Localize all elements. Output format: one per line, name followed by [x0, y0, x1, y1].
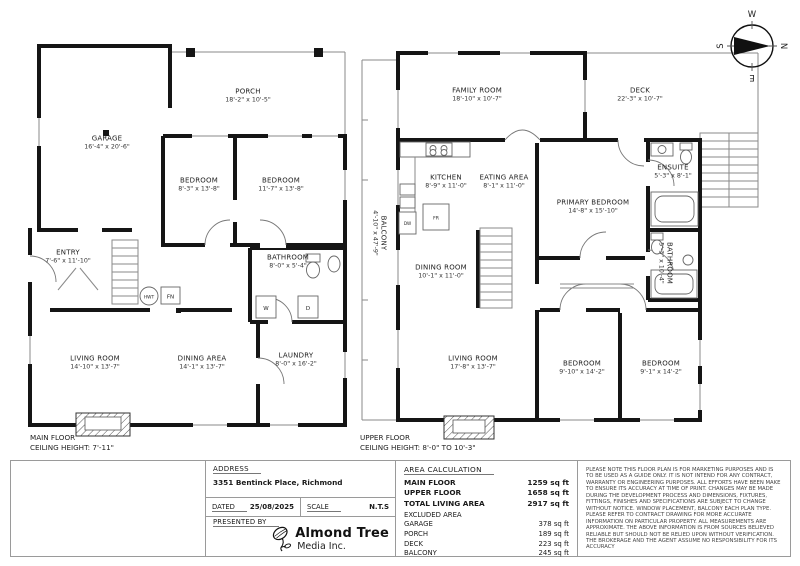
room-dims: 14'-10" x 13'-7" [70, 363, 120, 371]
room-dims: 9'-1" x 14'-2" [640, 368, 682, 376]
room-label-ensuite [654, 164, 692, 181]
room-name: BEDROOM [642, 359, 680, 368]
closet-doors-icon [560, 284, 634, 288]
room-name: ENSUITE [657, 163, 689, 172]
room-name: PRIMARY BEDROOM [556, 198, 630, 207]
fridge-label: FR [433, 216, 439, 222]
presented-by-row [206, 515, 395, 556]
room-dims: 9'-10" x 14'-2" [559, 368, 605, 376]
info-panel [10, 460, 791, 557]
compass-e: E [749, 72, 755, 82]
floor-title: UPPER FLOOR [360, 433, 410, 442]
washer-label: W [263, 306, 269, 312]
room-dims: 14'-1" x 13'-7" [179, 363, 225, 371]
area-row: MAIN FLOOR 1259 sq ft [404, 478, 569, 487]
compass-w: W [747, 10, 757, 20]
compass [716, 10, 788, 82]
room-label-laundry [275, 352, 317, 369]
room-name: FAMILY ROOM [452, 86, 502, 95]
room-name: BEDROOM [180, 176, 218, 185]
dated-half [206, 498, 301, 516]
scale-label: SCALE [307, 503, 341, 512]
logo-sub: Media Inc. [297, 541, 346, 552]
room-dims: 8'-3" x 13'-8" [178, 185, 220, 193]
area-row: UPPER FLOOR 1658 sq ft [404, 487, 569, 497]
closet-doors-icon [58, 268, 98, 290]
ceiling-height: CEILING HEIGHT: 8'-0" TO 10'-3" [360, 442, 476, 452]
room-label-bedroom-d [640, 360, 682, 377]
main-floor-openings [27, 118, 348, 428]
area-row-total: TOTAL LIVING AREA 2917 sq ft [404, 499, 569, 509]
room-name: KITCHEN [430, 173, 462, 182]
room-dims: 18'-10" x 10'-7" [452, 95, 502, 103]
area-row: EXCLUDED AREA [404, 510, 462, 519]
room-name: GARAGE [91, 134, 123, 143]
address-value: 3351 Bentinck Place, Richmond [213, 478, 343, 487]
room-label-bathroom-upper [657, 242, 674, 284]
room-dims: 5'-3" x 10'-4" [657, 242, 665, 284]
room-label-living-main [70, 355, 120, 372]
compass-n: N [778, 42, 788, 50]
room-name: DECK [629, 86, 651, 95]
north-arrow-icon [734, 37, 770, 55]
room-name: ENTRY [56, 248, 80, 257]
room-name: LIVING ROOM [448, 354, 498, 363]
presented-by-label: PRESENTED BY [213, 518, 279, 527]
room-label-porch [225, 88, 271, 105]
post-icon [176, 308, 181, 313]
room-label-primary-bedroom [557, 199, 629, 216]
dishwasher-label: DW [403, 221, 412, 226]
room-label-dining-area [178, 355, 227, 372]
room-label-living-upper [448, 355, 498, 372]
ceiling-height: CEILING HEIGHT: 7'-11" [30, 442, 114, 452]
hwt-furnace-icons [140, 287, 180, 305]
room-dims: 8'-9" x 11'-0" [425, 182, 467, 190]
area-calculation-cell [396, 461, 578, 556]
empty-cell [11, 461, 206, 556]
room-name: LIVING ROOM [70, 354, 120, 363]
dated-scale-row [206, 497, 395, 517]
floor-title: MAIN FLOOR [30, 433, 76, 442]
upper-floor-caption [360, 433, 476, 452]
room-dims: 7'-6" x 11'-10" [45, 257, 91, 265]
scale-value: N.T.S [369, 503, 389, 511]
room-name: BALCONY [379, 215, 388, 251]
room-dims: 11'-7" x 13'-8" [258, 185, 304, 193]
ensuite-fixtures [651, 143, 698, 226]
scale-half [301, 498, 395, 516]
room-name: PORCH [235, 87, 261, 96]
room-label-kitchen [425, 174, 467, 191]
room-label-dining-room [415, 264, 467, 281]
room-dims: 4'-10" x 47'-9" [371, 210, 379, 256]
room-label-balcony [371, 210, 388, 256]
address-cell [206, 461, 396, 556]
address-label: ADDRESS [213, 465, 261, 474]
room-dims: 8'-0" x 5'-4" [269, 262, 307, 270]
room-dims: 17'-8" x 13'-7" [450, 363, 496, 371]
room-label-eating-area [480, 174, 529, 191]
room-name: DINING ROOM [415, 263, 467, 272]
room-name: BATHROOM [266, 253, 310, 262]
area-calculation-title: AREA CALCULATION [404, 465, 494, 475]
room-dims: 8'-0" x 16'-2" [275, 360, 317, 368]
stairs-icon [480, 228, 512, 308]
room-name: BATHROOM [665, 241, 674, 285]
disclaimer-text: PLEASE NOTE THIS FLOOR PLAN IS FOR MARKETING PURPOSES AND IS TO BE USED AS A GUIDE ONLY. IT IS NOT INTEND FOR ANY CONTRACT, WARRANTY OR ENGINEERING PURPOSES. ALL EFFORTS HAVE BEEN MAKE TO ENSURE ITS ACCURACY AT TIME OF PRINT. CHANGES MAY BE MADE DURING THE DEVELOPMENT PROCESS AND DIMENSIONS, FIXTURES, FITTINGS, FINISHES AND SPECIFICATIONS ARE SUBJECT TO CHANGE WITHOUT NOTICE. WINDOW PLACEMENT, BALCONY EACH PLAN TYPE. PLEASE REFER TO CONTRACT DRAWING FOR MORE ACCURATE INFORMATION ON PARTICULAR PROPERTY. ALL MEASUREMENTS ARE APPROXIMATE. THE ABOVE INFORMATION IS FROM SOURCES BELIEVED RELIABLE BUT SHOULD NOT BE RELIED UPON WITHOUT VERIFICATION. THE BROKERAGE AND THE AGENT ASSUME NO RESPONSIBILITY FOR ITS ACCURACY [586, 467, 781, 551]
room-name: BEDROOM [262, 176, 300, 185]
room-label-garage [84, 135, 130, 152]
room-name: LAUNDRY [278, 351, 314, 360]
dryer-label: D [305, 306, 311, 312]
room-dims: 22'-3" x 10'-7" [617, 95, 663, 103]
hwt-label: HWT [143, 295, 155, 301]
room-label-bedroom-a [178, 177, 220, 194]
area-row: BALCONY 245 sq ft [404, 549, 569, 558]
logo-text [295, 526, 389, 552]
dated-value: 25/08/2025 [249, 503, 294, 511]
dated-label: DATED [212, 503, 247, 512]
main-floor-plan [27, 44, 348, 436]
room-name: EATING AREA [479, 173, 529, 182]
room-label-bedroom-c [559, 360, 605, 377]
upper-floor-plan [362, 50, 758, 439]
logo-name: Almond Tree [295, 526, 389, 541]
room-dims: 5'-3" x 8'-1" [654, 172, 692, 180]
disclaimer-cell [578, 461, 789, 556]
main-floor-caption [30, 433, 114, 452]
room-label-bedroom-b [258, 177, 304, 194]
room-dims: 8'-1" x 11'-0" [483, 182, 525, 190]
room-label-family-room [452, 87, 502, 104]
area-row: GARAGE 378 sq ft [404, 520, 569, 529]
room-name: DINING AREA [177, 354, 227, 363]
bathroom-fixtures [306, 254, 340, 278]
compass-s: S [716, 43, 726, 49]
room-name: BEDROOM [563, 359, 601, 368]
room-dims: 18'-2" x 10'-5" [225, 96, 271, 104]
almond-tree-logo [271, 524, 389, 554]
main-floor-windows [30, 118, 345, 425]
room-label-deck [617, 87, 663, 104]
stairs-icon [112, 240, 138, 304]
room-label-bathroom-main [267, 254, 309, 271]
deck-outline [585, 53, 758, 207]
room-dims: 16'-4" x 20'-6" [84, 143, 130, 151]
room-dims: 14'-8" x 15'-10" [568, 207, 618, 215]
area-row: DECK 223 sq ft [404, 539, 569, 548]
room-dims: 10'-1" x 11'-0" [418, 272, 464, 280]
area-row: PORCH 189 sq ft [404, 529, 569, 538]
room-label-entry [45, 249, 91, 266]
almond-leaf-icon [271, 524, 295, 554]
furnace-label: FN [166, 294, 175, 301]
